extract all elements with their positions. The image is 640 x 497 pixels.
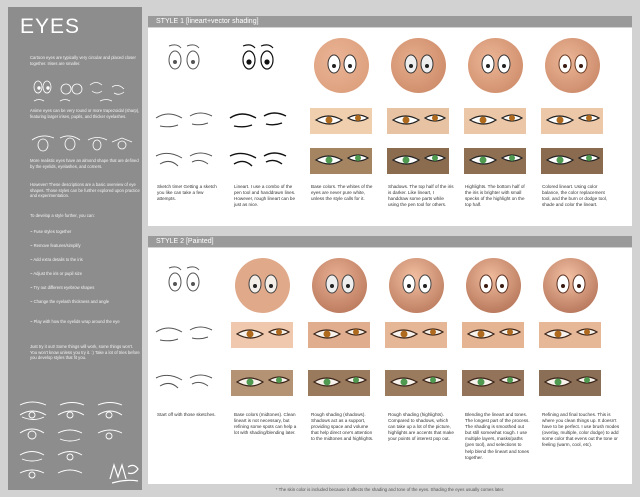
style2-caption-rough-highlights: Rough shading (highlights). Compared to shadows, which can take up a lot of the picture, highlights are accents that make your points of interest pop out. [388,412,454,442]
style2-caption-final: Refining and final touches. This is where you clean things up. It doesn't have to be perfect. I use brush modes (overlay, multiple, color dodge) to add some color that evens out the tone or feeling (warm, cool, etc). [542,412,620,448]
sidebar-paragraph-anime: Anime eyes can be very round or more trapezoidal (sharp), featuring larger irises, pupils, and thicker eyelashes. [30,108,140,119]
sidebar-paragraph-however: However! These descriptions are a basic overview of eye shapes. Those styles can be further explored upon practice and experimentation. [30,182,140,199]
style1-caption-colored-lineart: Colored lineart. Using color balance, the color replacement tool, and the burn or dodge tool, shade and color the lineart. [542,184,608,208]
sidebar-tip-details: ~ Add extra details to the iris [30,257,83,262]
sketch-anime-eyes [154,108,216,134]
sketch-realistic-eyes [154,148,216,174]
lineart-anime-eyes [228,108,290,134]
sidebar-tip-iris: ~ Adjust the iris or pupil size [30,271,83,276]
sidebar-paragraph-realistic: More realistic eyes have an almond shape that are defined by the eyelids, eyelashes, and corners. [30,158,139,169]
lineart-head-eyes [235,42,283,78]
style1-caption-shadows: Shadows. The top half of the iris is darker. Like lineart, I handdraw some parts while using the pen tool for others. [388,184,454,208]
style2-head-final [543,258,598,313]
footnote: * The skin color is included because it affects the shading and tone of the eyes. Shading the eyes usually comes later. [275,487,505,492]
style1-caption-highlights: Highlights. The bottom half of the iris is brighter with small specks of the highlight on the top half. [465,184,525,208]
sidebar-paragraph-tryit: Just try it out! Some things will work, some things won't. You won't know unless you try it. :) Take a lot of tries before you develop styles that fit you. [30,344,140,361]
style2-caption-rough-shadows: Rough shading (shadows). Shadows act as a support, providing space and volume that help direct one's attention to the midtones and highlights. [311,412,374,442]
style2-caption-blending: Blending the lineart and tones. The longest part of the process. The shading is smoothed out but still somewhat rough. I use multiple layers, masks/paths (pen tool), and selections to help blend the lineart and tones together. [465,412,530,460]
style1-caption-lineart: Lineart. I use a combo of the pen tool and handdrawn lines. However, rough lineart can be just as nice. [234,184,296,208]
style2-sketch-anime-eyes [154,322,216,348]
style2-panel [148,248,632,484]
sidebar-tip-fuse: ~ Fuse styles together [30,229,72,234]
sidebar-tip-eyebrow: ~ Try out different eyebrow shapes [30,285,95,290]
style2-caption-sketch: Start off with those sketches. [157,412,216,417]
style2-eye-overlays [231,322,611,396]
style2-head-rough-shadows [312,258,367,313]
style2-head-base [235,258,290,313]
style1-caption-base: Base colors. The whites of the eyes are never pure white, unless the style calls for it. [311,184,373,202]
lineart-realistic-eyes [228,148,290,174]
cartoon-eye-sketches [30,77,138,105]
style2-sketch-realistic-eyes [154,370,216,396]
style1-head-base [314,38,369,93]
style1-head-colored-lineart [545,38,600,93]
style2-sketch-head-eyes [161,264,209,300]
sidebar [8,7,142,490]
style1-caption-sketch: Sketch time! Getting a sketch you like can take a few attempts. [157,184,217,202]
sidebar-tip-simplify: ~ Remove features/simplify [30,243,81,248]
style2-caption-base: Base colors (midtones). Clean lineart is not necessary, but refining some spots can help a lot with shading/blending later. [234,412,297,436]
style2-head-blending [466,258,521,313]
style1-panel [148,28,632,226]
style1-header: STYLE 1 [lineart+vector shading] [148,16,632,27]
sidebar-tip-eyelash: ~ Change the eyelash thickness and angle [30,299,110,304]
style1-eye-overlays [310,108,620,174]
style1-head-highlights [468,38,523,93]
anime-eye-sketches [30,132,138,154]
sidebar-tip-eyelids: ~ Play with how the eyelids wrap around the eye [30,319,120,324]
style2-head-rough-highlights [389,258,444,313]
sketch-head-eyes [161,42,209,78]
sidebar-paragraph-develop: To develop a style further, you can: [30,213,95,218]
sidebar-title: EYES [20,15,81,38]
sidebar-paragraph-cartoon: Cartoon eyes are typically very circular and placed closer together. Irises are smaller. [30,55,136,66]
style2-header: STYLE 2 [Painted] [148,236,632,247]
style1-head-shadows [391,38,446,93]
artist-signature [106,459,142,487]
